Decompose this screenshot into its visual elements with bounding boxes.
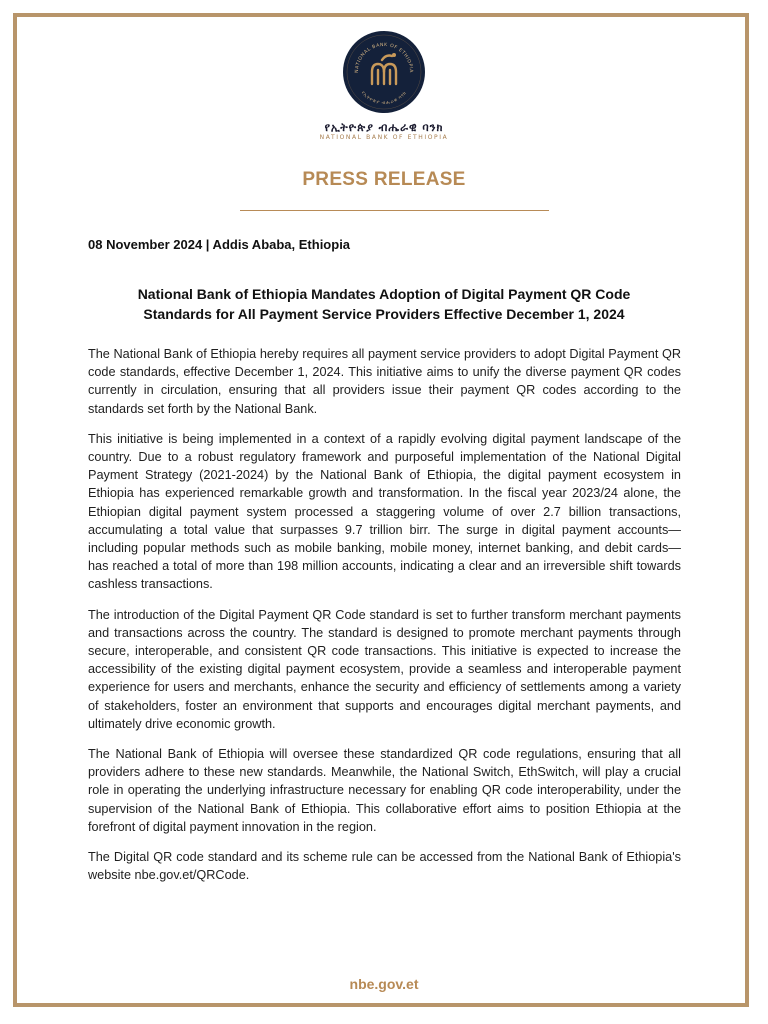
- national-bank-seal-icon: [342, 30, 426, 114]
- body-text: [88, 345, 681, 896]
- bank-name-english: NATIONAL BANK OF ETHIOPIA: [319, 134, 449, 141]
- dateline: 08 November 2024 | Addis Ababa, Ethiopia: [88, 237, 351, 252]
- body-paragraph-1: The National Bank of Ethiopia hereby requires all payment service providers to adopt Digital Payment QR code standards, effective December 1, 2024. This initiative aims to unify the diverse payment QR codes currently in circulation, ensuring that all providers issue their payment QR codes according to the standards set forth by the National Bank.: [88, 347, 681, 416]
- headline-line-1: National Bank of Ethiopia Mandates Adoption of Digital Payment QR Code: [137, 286, 631, 302]
- headline: [96, 284, 672, 324]
- body-paragraph-3: The introduction of the Digital Payment QR Code standard is set to further transform merchant payments and transactions across the country. The standard is designed to promote merchant payments through secure, interoperable, and consistent QR code transactions. This initiative is expected to increase the accessibility of the existing digital payment ecosystem, provide a seamless and interoperable payment experience for users and merchants, enhance the security and efficiency of settlements among a variety of stakeholders, foster an environment that supports and encourages digital merchant payments, and ultimately drive economic growth.: [88, 607, 681, 731]
- body-paragraph-4: The National Bank of Ethiopia will oversee these standardized QR code regulations, ensuring that all providers adhere to these new standards. Meanwhile, the National Switch, EthSwitch, will play a crucial role in operating the underlying infrastructure necessary for enabling QR code interoperability, under the supervision of the National Bank of Ethiopia. This collaborative effort aims to position Ethiopia at the forefront of digital payment innovation in the region.: [88, 747, 681, 834]
- footer-website-link[interactable]: nbe.gov.et: [349, 976, 419, 992]
- seal-top-text: NATIONAL BANK OF ETHIOPIA: [354, 42, 414, 74]
- seal-bottom-text: የኢትዮጵያ ብሔራዊ ባንክ: [359, 90, 409, 107]
- headline-line-2: Standards for All Payment Service Providers Effective December 1, 2024: [143, 306, 625, 322]
- title-divider: [240, 210, 549, 211]
- document-type-title: PRESS RELEASE: [302, 169, 466, 190]
- bank-name-amharic: የኢትዮጵያ ብሔራዊ ባንክ: [324, 121, 444, 134]
- body-paragraph-5: The Digital QR code standard and its scheme rule can be accessed from the National Bank of Ethiopia's website nbe.gov.et/QRCode.: [88, 850, 681, 883]
- logo-area: [0, 30, 768, 119]
- body-paragraph-2: This initiative is being implemented in a context of a rapidly evolving digital payment landscape of the country. Due to a robust regulatory framework and purposeful implementation of the National Digital Payment Strategy (2021-2024) by the National Bank of Ethiopia, the digital payment ecosystem in Ethiopia has experienced remarkable growth and transformation. In the fiscal year 2023/24 alone, the Ethiopian digital payment system processed a staggering volume of over 2.7 billion transactions, accumulating a total value that surpasses 9.7 trillion birr. The surge in digital payment accounts—including popular methods such as mobile banking, mobile money, internet banking, and debit cards—has reached a total of more than 198 million accounts, indicating a clear and an irreversible shift towards cashless transactions.: [88, 431, 681, 592]
